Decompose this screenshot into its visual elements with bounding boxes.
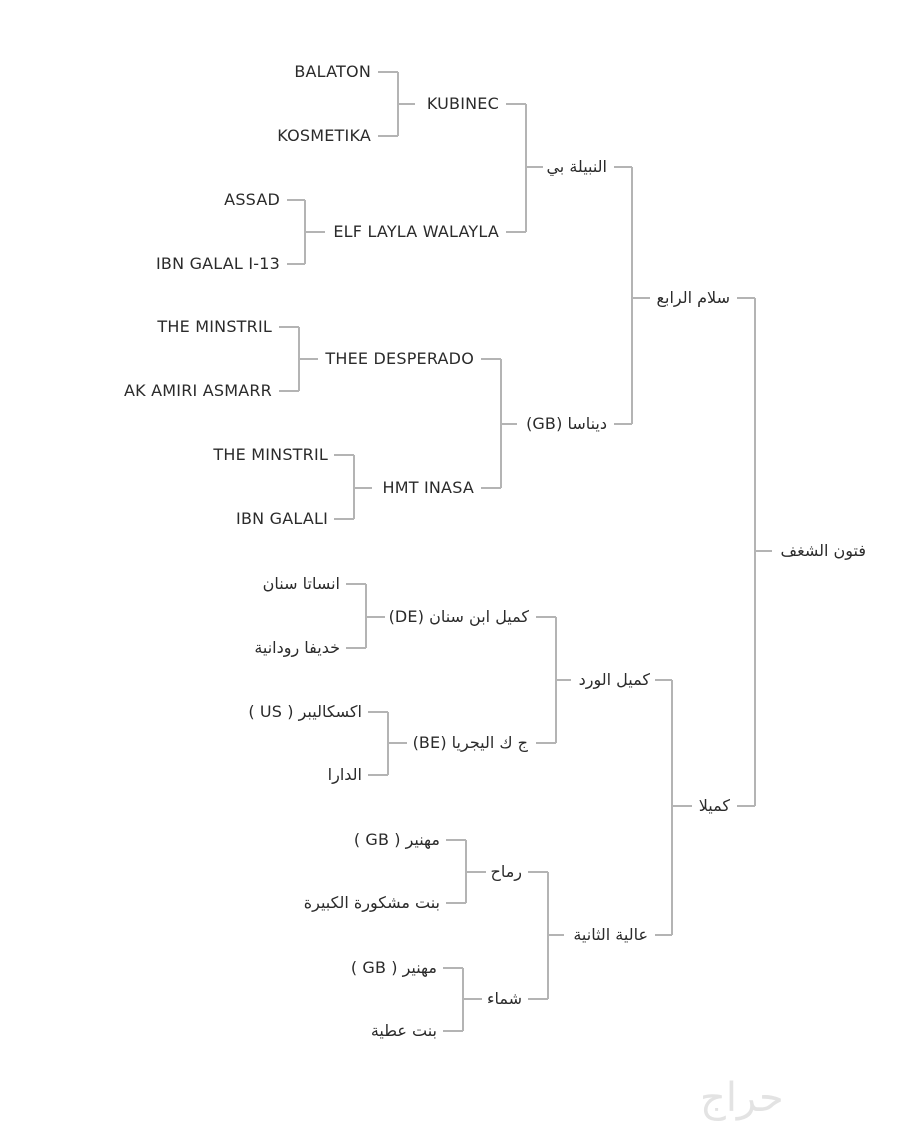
g5-khadifa-rodania: خديفا رودانية <box>254 638 340 657</box>
g4-jk-algeria: ج ك اليجريا (BE) <box>412 733 528 752</box>
g5-the-minstril-1: THE MINSTRIL <box>157 317 272 336</box>
sire-sire-name: النبيلة بي <box>546 157 607 176</box>
g4-hmt-inasa: HMT INASA <box>382 478 474 497</box>
g4-rimah: رماح <box>490 862 522 881</box>
g4-elf-layla: ELF LAYLA WALAYLA <box>333 222 499 241</box>
g5-aldara: الدارا <box>327 765 362 784</box>
g4-shamaa: شماء <box>486 989 522 1008</box>
dam-name: كميلا <box>698 796 730 815</box>
g5-ibn-galali: IBN GALALI <box>236 509 328 528</box>
g5-the-minstril-2: THE MINSTRIL <box>213 445 328 464</box>
dam-sire-name: كميل الورد <box>578 670 650 689</box>
g5-muhanir-2: مهنير ( GB ) <box>350 958 437 977</box>
g5-assad: ASSAD <box>224 190 280 209</box>
haraj-watermark: حراج <box>700 1075 784 1121</box>
g5-ak-amiri-asmarr: AK AMIRI ASMARR <box>124 381 272 400</box>
g5-bint-atiya: بنت عطية <box>370 1021 437 1040</box>
g5-ansata-sinan: انساتا سنان <box>262 574 340 593</box>
sire-name: سلام الرابع <box>656 288 730 307</box>
g5-kosmetika: KOSMETIKA <box>277 126 371 145</box>
g5-excalibur: اكسكاليبر ( US ) <box>248 702 362 721</box>
sire-dam-name: ديناسا (GB) <box>526 414 607 433</box>
g4-thee-desperado: THEE DESPERADO <box>325 349 474 368</box>
g5-muhanir-1: مهنير ( GB ) <box>353 830 440 849</box>
g5-ibn-galal-i13: IBN GALAL I-13 <box>156 254 280 273</box>
g5-bint-mashkoura: بنت مشكورة الكبيرة <box>303 893 440 912</box>
g5-balaton: BALATON <box>294 62 371 81</box>
g4-kamil-ibn-sinan: كميل ابن سنان (DE) <box>388 607 529 626</box>
g4-kubinec: KUBINEC <box>426 94 499 113</box>
subject-horse-name: فتون الشغف <box>780 541 866 560</box>
dam-dam-name: عالية الثانية <box>573 925 648 944</box>
